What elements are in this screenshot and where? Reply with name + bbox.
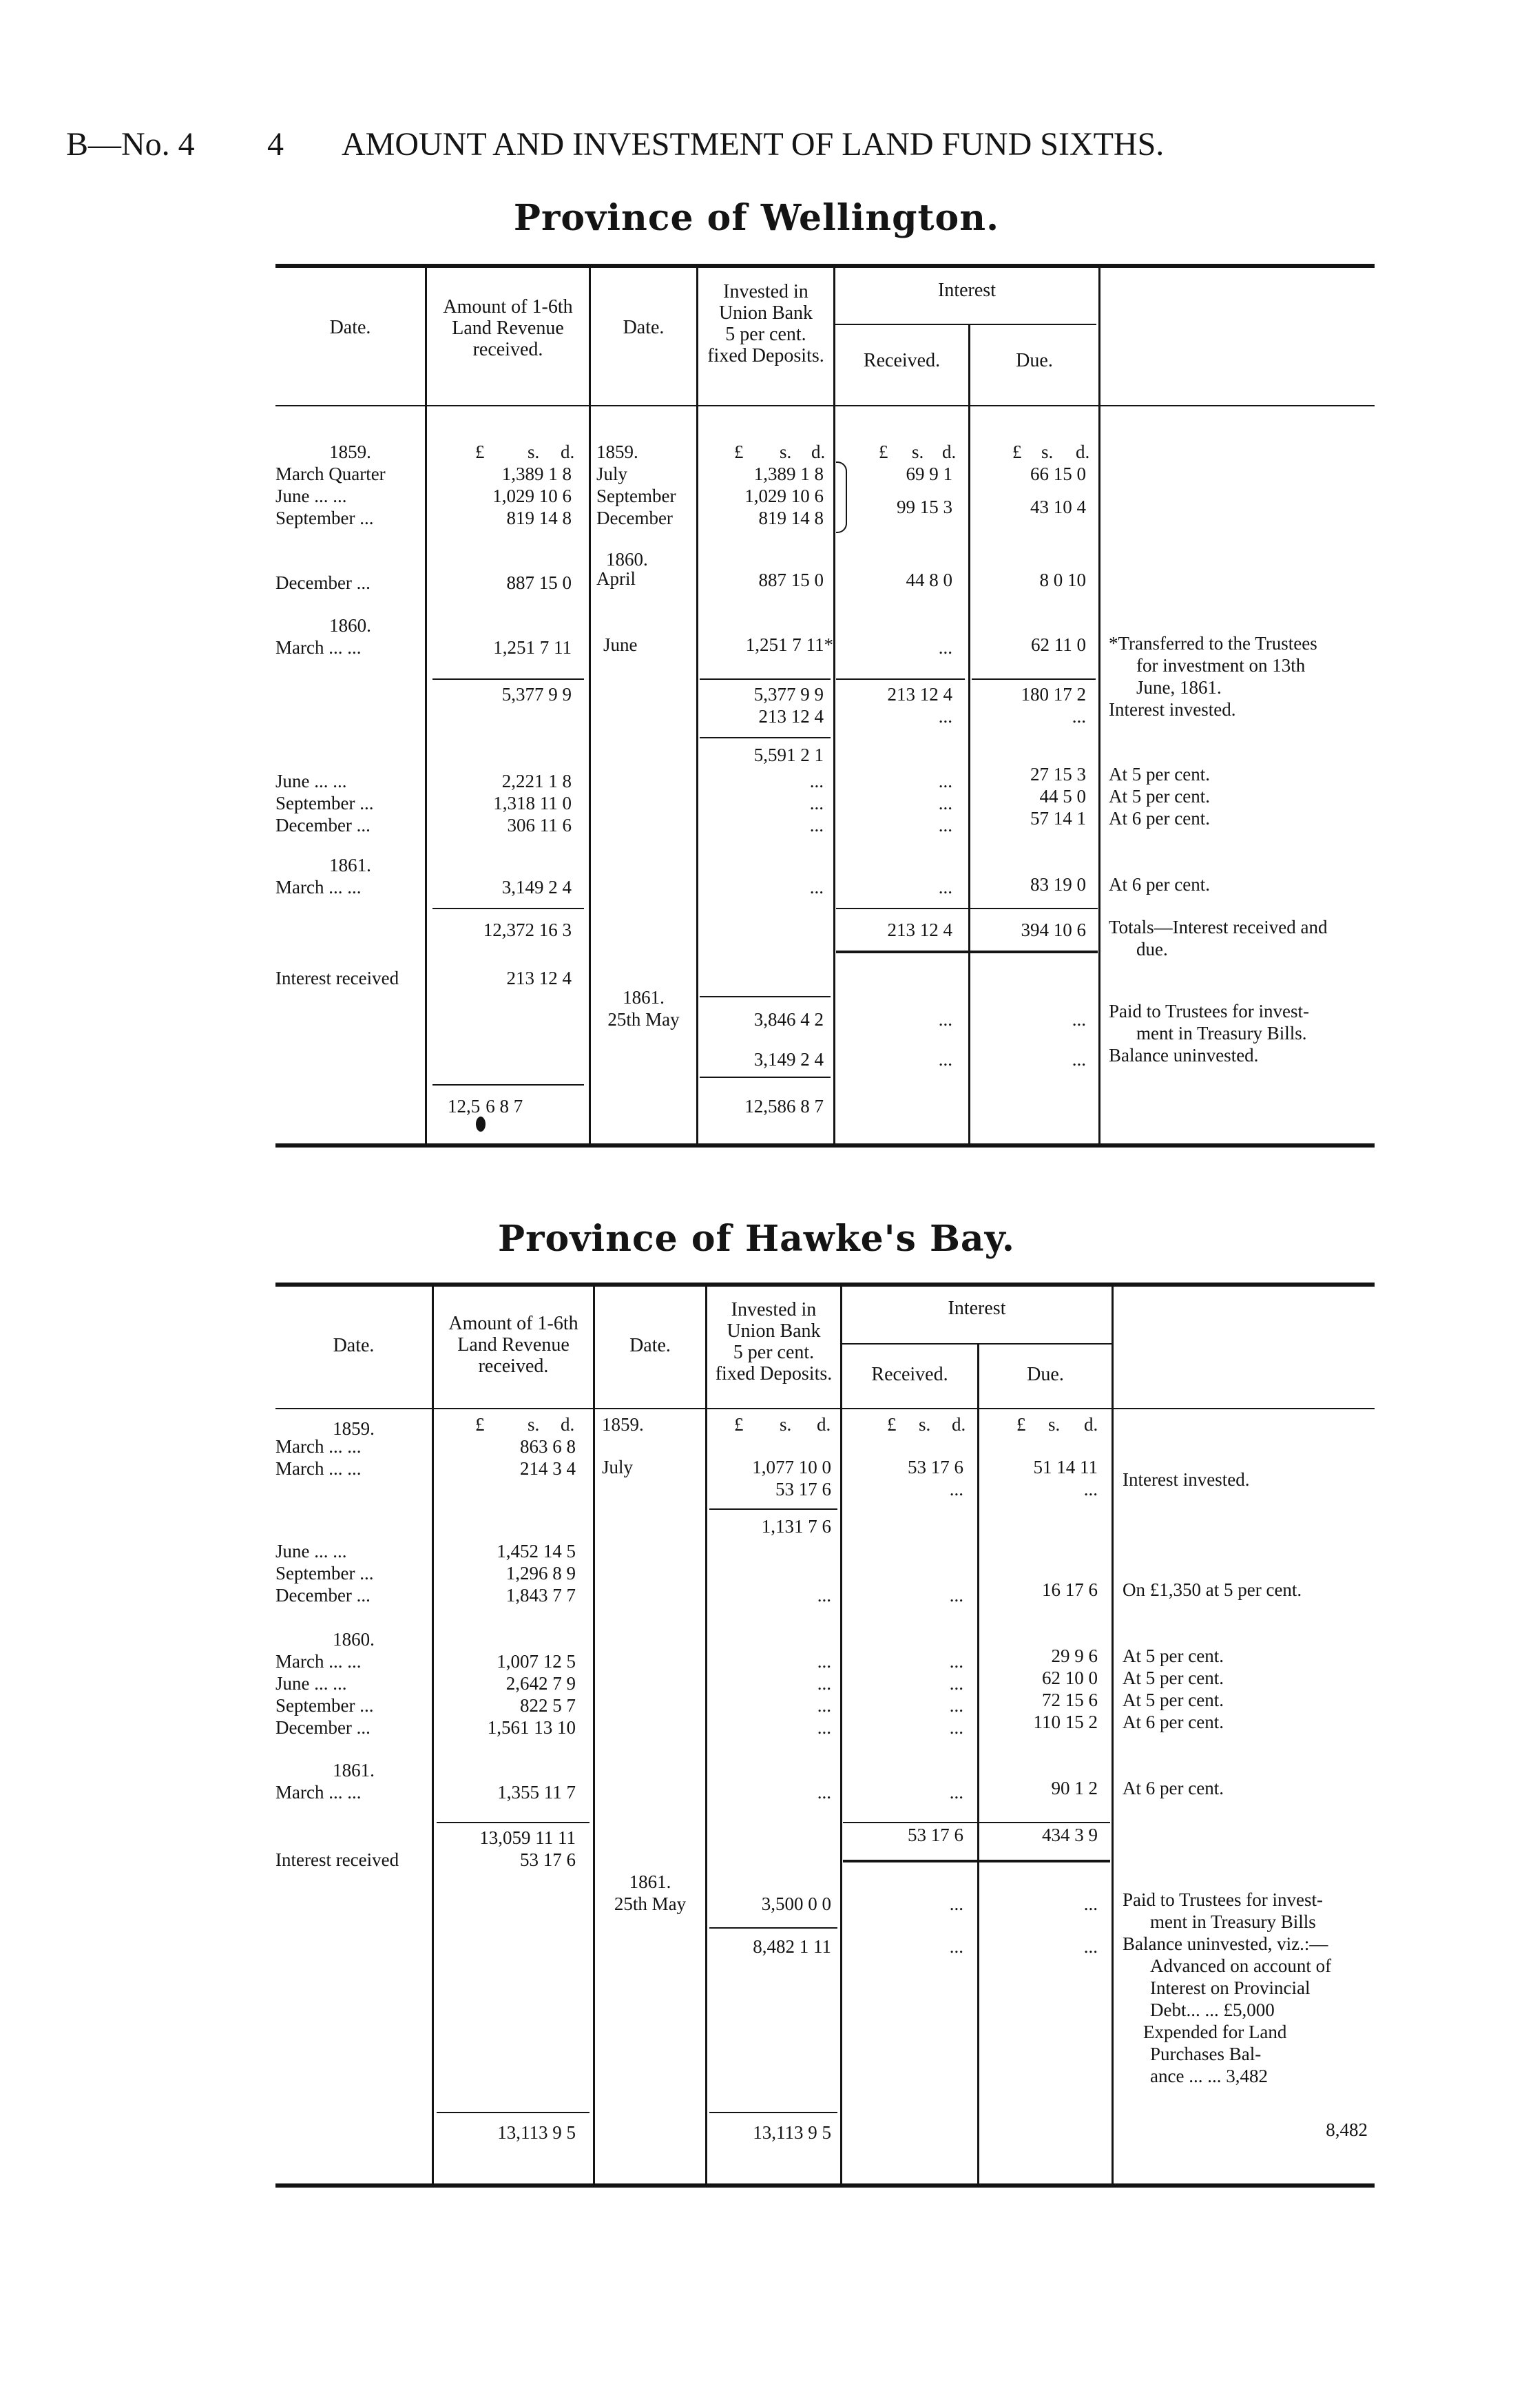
sum-rule [843, 1822, 1110, 1823]
grand-amount [448, 1095, 523, 1117]
sum-rule [709, 1927, 837, 1929]
footnote-line: *Transferred to the Trustees [1109, 633, 1317, 654]
row-invested: ... [817, 1695, 831, 1716]
row-due: 62 10 0 [1042, 1668, 1098, 1688]
row-date: March ... ... [275, 637, 362, 658]
remark-line: Debt... ... £5,000 [1150, 2000, 1275, 2020]
row-invested: 1,389 1 8 [753, 464, 824, 484]
total-due: 394 10 6 [1021, 920, 1086, 940]
row-amount: 863 6 8 [520, 1436, 576, 1457]
row-due: 29 9 6 [1051, 1646, 1098, 1666]
header-line: received. [478, 1356, 549, 1377]
year-label: 1860. [329, 615, 371, 636]
total-received: 53 17 6 [908, 1825, 963, 1845]
total-amount: 12,372 16 3 [483, 920, 572, 940]
year-label: 1859. [596, 442, 638, 462]
currency-l: £ [734, 1414, 744, 1435]
remark-line: Balance uninvested, viz.:— [1123, 1933, 1328, 1954]
sum-rule [432, 908, 584, 909]
currency-l: £ [475, 1414, 485, 1435]
subtotal-invested: 5,377 9 9 [753, 684, 824, 705]
row-amount: 1,355 11 7 [497, 1782, 576, 1803]
row-invested: ... [809, 877, 824, 897]
row-amount: 214 3 4 [520, 1458, 576, 1479]
row-date: December ... [275, 1585, 371, 1606]
row-received: ... [938, 877, 952, 897]
column-rule [1112, 1283, 1114, 2183]
row-date2: June [603, 634, 638, 655]
row-due: 57 14 1 [1030, 808, 1086, 829]
column-rule [1098, 264, 1100, 1143]
row-remark [1123, 1889, 1323, 1933]
row-due: ... [1083, 1893, 1098, 1914]
header-line: Amount of 1-6th [448, 1313, 578, 1334]
remark-line: ment in Treasury Bills [1150, 1911, 1316, 1932]
row-amount: 1,452 14 5 [497, 1541, 576, 1561]
row-amount: 1,843 7 7 [505, 1585, 576, 1606]
remark-line: ance ... ... 3,482 [1150, 2066, 1268, 2086]
currency-l: £ [879, 442, 888, 462]
interest-subheader-rule [835, 324, 1096, 325]
row-received: ... [949, 1936, 963, 1957]
date-line: 1861. [629, 1871, 671, 1892]
remark-line: due. [1136, 939, 1168, 959]
remark-line: Purchases Bal- [1150, 2044, 1262, 2064]
currency-l: £ [1012, 442, 1022, 462]
row-amount: 1,007 12 5 [497, 1651, 576, 1672]
col-header-interest: Interest [948, 1298, 1006, 1319]
date-1861 [591, 986, 696, 1030]
row-invested: 3,846 4 2 [753, 1009, 824, 1030]
row-date: June ... ... [275, 1541, 347, 1561]
row-received: ... [949, 1585, 963, 1606]
col-header-interest: Interest [938, 280, 996, 301]
row-received: ... [949, 1695, 963, 1716]
col-header-received: Received. [871, 1364, 948, 1385]
currency-l: £ [1016, 1414, 1026, 1435]
row-remark: At 6 per cent. [1109, 808, 1210, 829]
row-amount: 887 15 0 [506, 572, 572, 593]
year-label: 1859. [333, 1418, 375, 1439]
row-amount: 2,642 7 9 [505, 1673, 576, 1694]
row-due: 90 1 2 [1051, 1778, 1098, 1798]
currency-d: d. [561, 1414, 575, 1435]
year-label: 1860. [606, 549, 648, 570]
header-line: Land Revenue [452, 318, 564, 339]
row-received: 99 15 3 [897, 497, 952, 517]
header-line: Union Bank [727, 1320, 821, 1342]
balance-remark-total: 8,482 [1326, 2119, 1368, 2140]
sum-rule [836, 951, 1098, 953]
row-date2: December [596, 508, 673, 528]
currency-s: s. [912, 442, 924, 462]
row-due: ... [1083, 1479, 1098, 1499]
table-bottom-rule [275, 1143, 1375, 1148]
col-header-invested [698, 281, 833, 366]
row-due: ... [1072, 1009, 1086, 1030]
row-invested: 819 14 8 [758, 508, 824, 528]
sum-rule [836, 678, 965, 680]
row-due: ... [1072, 1049, 1086, 1070]
sum-rule [972, 678, 1096, 680]
sum-rule [709, 1508, 837, 1510]
currency-d: d. [952, 1414, 966, 1435]
page-title: AMOUNT AND INVESTMENT OF LAND FUND SIXTHS. [342, 126, 1165, 163]
row-due: ... [1072, 706, 1086, 727]
sum-rule [709, 2112, 837, 2113]
currency-s: s. [780, 442, 792, 462]
header-line: fixed Deposits. [707, 345, 824, 366]
table-top-rule [275, 1283, 1375, 1287]
remark-line: Paid to Trustees for invest- [1109, 1001, 1310, 1021]
remark-line: Advanced on account of [1150, 1955, 1332, 1976]
row-received: ... [949, 1717, 963, 1738]
ink-blot [476, 1117, 486, 1132]
document-number: B—No. 4 [66, 126, 195, 163]
row-received: ... [938, 706, 952, 727]
row-due: 62 11 0 [1031, 634, 1086, 655]
row-date: March ... ... [275, 1436, 362, 1457]
row-due: 72 15 6 [1042, 1690, 1098, 1710]
row-due: 16 17 6 [1042, 1579, 1098, 1600]
row-remark: At 5 per cent. [1123, 1690, 1224, 1710]
row-date: December ... [275, 815, 371, 835]
row-amount: 2,221 1 8 [501, 771, 572, 791]
page-header [66, 125, 1164, 163]
col-header-amount [434, 1313, 593, 1377]
row-date: September ... [275, 793, 374, 813]
row-received: ... [949, 1893, 963, 1914]
hawkes-bay-title: Province of Hawke's Bay. [498, 1218, 1015, 1260]
header-line: Invested in [731, 1299, 817, 1320]
row-date: Interest received [275, 1849, 399, 1870]
row-date: June ... ... [275, 771, 347, 791]
subtotal-amount: 5,377 9 9 [501, 684, 572, 705]
currency-d: d. [942, 442, 957, 462]
currency-d: d. [817, 1414, 831, 1435]
brace-icon [836, 461, 847, 533]
remark-line: Paid to Trustees for invest- [1123, 1889, 1324, 1910]
year-label: 1860. [333, 1629, 375, 1650]
row-remark: At 5 per cent. [1123, 1668, 1224, 1688]
row-date: Interest received [275, 968, 399, 988]
row-date2: July [596, 464, 628, 484]
row-invested: 213 12 4 [758, 706, 824, 727]
sum-rule [836, 908, 1098, 909]
row-amount: 53 17 6 [520, 1849, 576, 1870]
row-date: September ... [275, 1563, 374, 1584]
sum-rule [843, 1860, 1110, 1862]
row-invested: ... [817, 1782, 831, 1803]
row-received: ... [938, 793, 952, 813]
row-amount: 1,389 1 8 [501, 464, 572, 484]
row-amount: 306 11 6 [507, 815, 572, 835]
sum-rule [700, 678, 831, 680]
row-due: 27 15 3 [1030, 764, 1086, 785]
row-date: December ... [275, 1717, 371, 1738]
header-line: Invested in [723, 281, 808, 302]
row-amount: 1,561 13 10 [487, 1717, 576, 1738]
row-date: March ... ... [275, 1782, 362, 1803]
table-top-rule [275, 264, 1375, 268]
row-amount: 1,296 8 9 [505, 1563, 576, 1584]
subtotal-received: 213 12 4 [887, 684, 952, 705]
column-rule [593, 1283, 595, 2183]
date-line: 1861. [623, 987, 665, 1008]
row-date: December ... [275, 572, 371, 593]
header-rule [275, 1408, 1375, 1409]
remark-line: Interest on Provincial [1150, 1978, 1311, 1998]
sum-rule [700, 996, 831, 997]
header-line: Union Bank [718, 302, 813, 324]
table-bottom-rule [275, 2183, 1375, 2188]
header-line: fixed Deposits. [715, 1363, 833, 1384]
date-1861 [595, 1871, 705, 1915]
header-line: Land Revenue [457, 1334, 570, 1356]
row-invested: ... [817, 1585, 831, 1606]
sum-rule [432, 678, 584, 680]
row-date: March ... ... [275, 1458, 362, 1479]
row-remark [1109, 1000, 1309, 1066]
col-header-amount [427, 296, 589, 360]
grand-amount: 13,113 9 5 [497, 2122, 576, 2143]
row-amount: 1,318 11 0 [493, 793, 572, 813]
row-due: 83 19 0 [1030, 874, 1086, 895]
sum-rule [437, 2112, 589, 2113]
row-date2: July [602, 1457, 634, 1477]
row-invested: ... [809, 771, 824, 791]
interest-subheader-rule [840, 1343, 1113, 1345]
header-line: 5 per cent. [725, 324, 806, 345]
row-received: ... [949, 1782, 963, 1803]
row-remark: At 5 per cent. [1109, 764, 1210, 785]
currency-l: £ [734, 442, 744, 462]
currency-s: s. [1041, 442, 1054, 462]
sum-rule [437, 1822, 589, 1823]
currency-l: £ [475, 442, 485, 462]
invested-total: 1,131 7 6 [761, 1516, 831, 1537]
footnote [1109, 632, 1317, 698]
row-due: 51 14 11 [1033, 1457, 1098, 1477]
currency-s: s. [528, 1414, 540, 1435]
row-invested: 3,149 2 4 [753, 1049, 824, 1070]
row-invested: 1,077 10 0 [752, 1457, 831, 1477]
wellington-title: Province of Wellington. [513, 197, 1000, 239]
row-date: September ... [275, 508, 374, 528]
row-date: September ... [275, 1695, 374, 1716]
col-header-due: Due. [1016, 350, 1053, 371]
row-received: ... [949, 1651, 963, 1672]
year-label: 1861. [329, 855, 371, 875]
row-remark: At 6 per cent. [1123, 1778, 1224, 1798]
currency-s: s. [780, 1414, 792, 1435]
row-received: 44 8 0 [906, 570, 952, 590]
subtotal-due: 180 17 2 [1021, 684, 1086, 705]
row-invested: ... [817, 1717, 831, 1738]
row-received: 69 9 1 [906, 464, 952, 484]
total-amount: 13,059 11 11 [479, 1827, 576, 1848]
header-line: 5 per cent. [733, 1342, 815, 1363]
row-remark: Interest invested. [1123, 1469, 1250, 1490]
remark-line: ment in Treasury Bills. [1136, 1023, 1307, 1044]
date-line: 25th May [614, 1893, 687, 1914]
row-date: June ... ... [275, 486, 347, 506]
row-date: March ... ... [275, 877, 362, 897]
header-line: Amount of 1-6th [443, 296, 573, 318]
row-due: 110 15 2 [1033, 1712, 1098, 1732]
footnote-line: June, 1861. [1136, 677, 1222, 698]
row-remark: At 5 per cent. [1109, 786, 1210, 807]
currency-s: s. [1048, 1414, 1061, 1435]
row-received: ... [938, 771, 952, 791]
col-header-date2: Date. [629, 1335, 671, 1356]
currency-d: d. [811, 442, 826, 462]
invested-total: 5,591 2 1 [753, 745, 824, 765]
grand-invested: 12,586 8 7 [744, 1096, 824, 1117]
row-amount: 822 5 7 [520, 1695, 576, 1716]
row-invested: ... [817, 1651, 831, 1672]
grand-amount-part: 6 8 7 [486, 1096, 523, 1117]
col-header-due: Due. [1027, 1364, 1064, 1385]
row-remark: At 6 per cent. [1109, 874, 1210, 895]
remark-line: Totals—Interest received and [1109, 917, 1328, 937]
row-due: ... [1083, 1936, 1098, 1957]
row-amount: 1,251 7 11 [493, 637, 572, 658]
row-amount: 213 12 4 [506, 968, 572, 988]
row-invested: 887 15 0 [758, 570, 824, 590]
remark-line: Expended for Land [1143, 2022, 1287, 2042]
total-remark [1109, 916, 1327, 960]
row-date: March Quarter [275, 464, 386, 484]
year-label: 1861. [333, 1760, 375, 1781]
row-received: ... [938, 815, 952, 835]
sum-rule [700, 1077, 831, 1078]
row-invested: 3,500 0 0 [761, 1893, 831, 1914]
row-received: ... [938, 637, 952, 658]
footnote-line: for investment on 13th [1136, 655, 1306, 676]
row-invested: 53 17 6 [775, 1479, 831, 1499]
col-header-invested [707, 1299, 840, 1384]
row-received: 53 17 6 [908, 1457, 963, 1477]
sum-rule [700, 737, 831, 738]
row-invested: ... [817, 1673, 831, 1694]
year-label: 1859. [602, 1414, 644, 1435]
row-remark [1123, 1933, 1331, 2087]
row-amount: 1,029 10 6 [492, 486, 572, 506]
total-received: 213 12 4 [887, 920, 952, 940]
grand-invested: 13,113 9 5 [753, 2122, 831, 2143]
header-rule [275, 405, 1375, 406]
row-received: ... [949, 1479, 963, 1499]
row-invested: 8,482 1 11 [753, 1936, 831, 1957]
col-header-received: Received. [863, 350, 941, 371]
row-invested: ... [809, 815, 824, 835]
remark-line: Balance uninvested. [1109, 1045, 1259, 1066]
row-received: ... [938, 1049, 952, 1070]
row-date: June ... ... [275, 1673, 347, 1694]
row-invested: ... [809, 793, 824, 813]
row-amount: 819 14 8 [506, 508, 572, 528]
col-header-date2: Date. [623, 317, 665, 338]
currency-d: d. [1076, 442, 1090, 462]
currency-d: d. [1084, 1414, 1098, 1435]
sum-rule [432, 1084, 584, 1086]
row-received: ... [949, 1673, 963, 1694]
row-date: March ... ... [275, 1651, 362, 1672]
row-date2: April [596, 568, 636, 589]
total-due: 434 3 9 [1042, 1825, 1098, 1845]
row-due: 8 0 10 [1039, 570, 1086, 590]
currency-l: £ [887, 1414, 897, 1435]
row-remark: At 5 per cent. [1123, 1646, 1224, 1666]
date-line: 25th May [607, 1009, 680, 1030]
row-due: 66 15 0 [1030, 464, 1086, 484]
page-number: 4 [267, 126, 284, 163]
row-invested: 1,251 7 11* [745, 634, 833, 655]
row-invested: 1,029 10 6 [744, 486, 824, 506]
currency-s: s. [528, 442, 540, 462]
col-header-date: Date. [329, 317, 371, 338]
row-remark: Interest invested. [1109, 699, 1236, 720]
row-received: ... [938, 1009, 952, 1030]
row-due: 44 5 0 [1039, 786, 1086, 807]
currency-d: d. [561, 442, 575, 462]
grand-amount-part: 12,5 [448, 1096, 481, 1117]
row-due: 43 10 4 [1030, 497, 1086, 517]
header-line: received. [472, 339, 543, 360]
row-date2: September [596, 486, 676, 506]
currency-s: s. [919, 1414, 931, 1435]
row-amount: 3,149 2 4 [501, 877, 572, 897]
row-remark: At 6 per cent. [1123, 1712, 1224, 1732]
year-label: 1859. [329, 442, 371, 462]
row-remark: On £1,350 at 5 per cent. [1123, 1579, 1302, 1600]
col-header-date: Date. [333, 1335, 375, 1356]
